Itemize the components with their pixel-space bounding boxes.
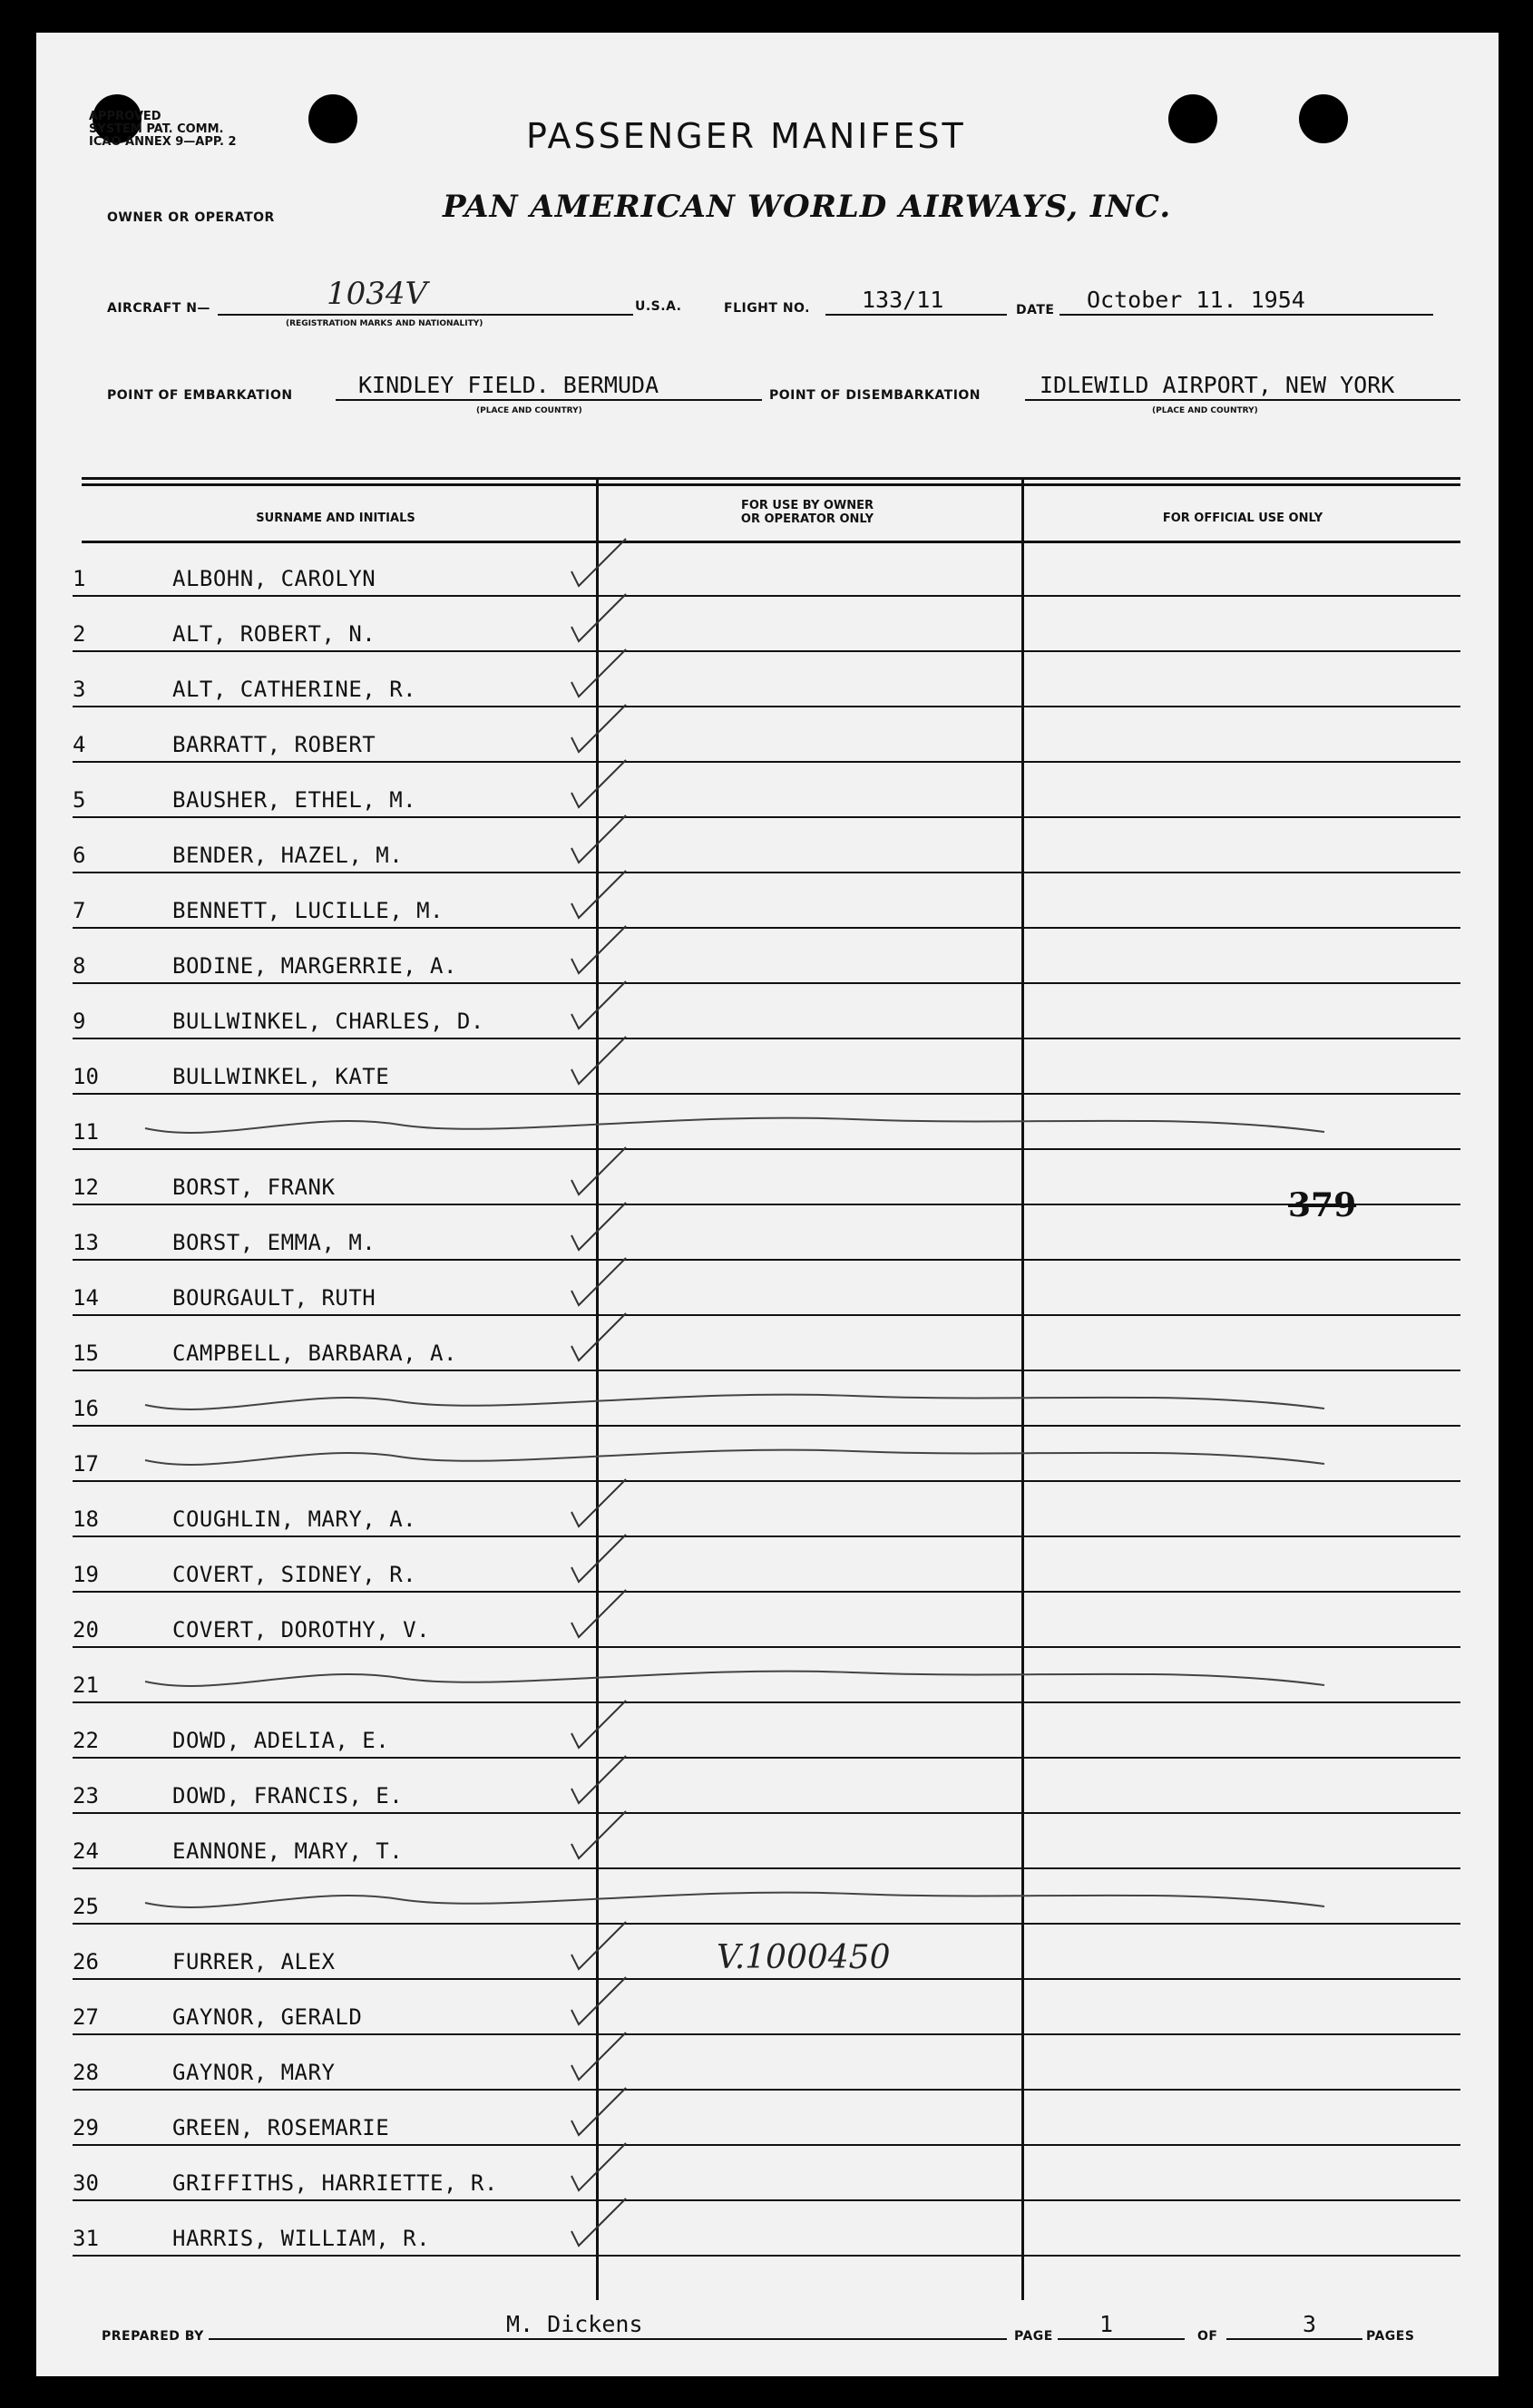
col-surname-header: SURNAME AND INITIALS <box>256 512 415 525</box>
row-number: 4 <box>73 732 86 757</box>
company-name: PAN AMERICAN WORLD AIRWAYS, INC. <box>443 189 1172 225</box>
row-number: 25 <box>73 1894 99 1919</box>
checkmark-icon <box>571 1147 626 1194</box>
row-number: 15 <box>73 1340 99 1366</box>
row-number: 23 <box>73 1783 99 1808</box>
page-value: 1 <box>1099 2311 1114 2337</box>
row-number: 11 <box>73 1119 99 1145</box>
row-number: 2 <box>73 621 86 647</box>
disembark-label: POINT OF DISEMBARKATION <box>769 388 981 403</box>
form-reference: APPROVED SYSTEM PAT. COMM. ICAO ANNEX 9—APP. 2 <box>89 110 237 149</box>
passenger-name: EANNONE, MARY, T. <box>172 1838 404 1864</box>
row-number: 30 <box>73 2170 99 2196</box>
country-label: U.S.A. <box>635 299 682 314</box>
passenger-name: BARRATT, ROBERT <box>172 732 376 757</box>
checkmark-icon <box>571 1037 626 1084</box>
passenger-name: BAUSHER, ETHEL, M. <box>172 787 417 813</box>
pages-label: PAGES <box>1366 2329 1415 2344</box>
passenger-name: GAYNOR, MARY <box>172 2060 336 2085</box>
checkmark-icon <box>571 594 626 641</box>
date-value: October 11. 1954 <box>1087 287 1305 313</box>
passenger-name: DOWD, FRANCIS, E. <box>172 1783 404 1808</box>
row-number: 31 <box>73 2226 99 2251</box>
passenger-name: ALT, ROBERT, N. <box>172 621 376 647</box>
manifest-sheet <box>36 33 1499 2376</box>
passenger-name: DOWD, ADELIA, E. <box>172 1728 390 1753</box>
of-underline <box>1226 2338 1362 2340</box>
col-owner-header: FOR USE BY OWNER OR OPERATOR ONLY <box>740 499 874 526</box>
checkmark-icon <box>571 2033 626 2080</box>
prepared-value: M. Dickens <box>506 2311 643 2337</box>
row-number: 10 <box>73 1064 99 1089</box>
embark-label: POINT OF EMBARKATION <box>107 388 293 403</box>
disembark-value: IDLEWILD AIRPORT, NEW YORK <box>1040 372 1395 398</box>
col-official-header: FOR OFFICIAL USE ONLY <box>1162 512 1323 525</box>
passenger-name: ALBOHN, CAROLYN <box>172 566 376 591</box>
passenger-name: BOURGAULT, RUTH <box>172 1285 376 1311</box>
prepared-underline <box>209 2338 1007 2340</box>
checkmark-icon <box>571 981 626 1029</box>
checkmark-icon <box>571 926 626 973</box>
passenger-name: CAMPBELL, BARBARA, A. <box>172 1340 457 1366</box>
checkmark-icon <box>571 1258 626 1305</box>
checkmark-icon <box>571 1313 626 1360</box>
checkmark-icon <box>571 1479 626 1526</box>
aircraft-label: AIRCRAFT N— <box>107 301 210 316</box>
passenger-name: BULLWINKEL, KATE <box>172 1064 390 1089</box>
row-number: 28 <box>73 2060 99 2085</box>
strike-line <box>145 1672 1324 1686</box>
owner-label: OWNER OR OPERATOR <box>107 210 275 225</box>
official-note: 379 <box>1288 1186 1357 1224</box>
row-number: 20 <box>73 1617 99 1643</box>
passenger-name: BORST, EMMA, M. <box>172 1230 376 1255</box>
checkmark-icon <box>571 649 626 697</box>
row-number: 21 <box>73 1672 99 1698</box>
passenger-name: GREEN, ROSEMARIE <box>172 2115 390 2140</box>
page-underline <box>1058 2338 1185 2340</box>
passenger-name: BORST, FRANK <box>172 1175 336 1200</box>
checkmark-icon <box>571 1977 626 2024</box>
strike-line <box>145 1395 1324 1409</box>
passenger-name: GRIFFITHS, HARRIETTE, R. <box>172 2170 498 2196</box>
strike-line <box>145 1450 1324 1465</box>
row-number: 29 <box>73 2115 99 2140</box>
row-number: 9 <box>73 1009 86 1034</box>
passenger-name: GAYNOR, GERALD <box>172 2004 363 2030</box>
row-number: 17 <box>73 1451 99 1477</box>
checkmark-icon <box>571 815 626 863</box>
row-number: 13 <box>73 1230 99 1255</box>
checkmark-icon <box>571 1701 626 1748</box>
prepared-label: PREPARED BY <box>102 2329 204 2344</box>
date-label: DATE <box>1016 303 1055 317</box>
row-number: 7 <box>73 898 86 923</box>
owner-note: V.1000450 <box>717 1939 891 1976</box>
checkmark-icon <box>571 539 626 586</box>
disembark-caption: (PLACE AND COUNTRY) <box>1152 406 1258 415</box>
row-number: 12 <box>73 1175 99 1200</box>
passenger-name: BENNETT, LUCILLE, M. <box>172 898 444 923</box>
checkmark-icon <box>571 1811 626 1858</box>
row-number: 27 <box>73 2004 99 2030</box>
checkmark-icon <box>571 2088 626 2135</box>
row-number: 1 <box>73 566 86 591</box>
row-number: 16 <box>73 1396 99 1421</box>
row-number: 22 <box>73 1728 99 1753</box>
checkmark-icon <box>571 705 626 752</box>
of-value: 3 <box>1303 2311 1317 2337</box>
checkmark-icon <box>571 1590 626 1637</box>
embark-value: KINDLEY FIELD. BERMUDA <box>358 372 659 398</box>
checkmark-icon <box>571 2143 626 2190</box>
row-number: 14 <box>73 1285 99 1311</box>
checkmark-icon <box>571 1203 626 1250</box>
of-label: OF <box>1197 2329 1218 2344</box>
passenger-name: BULLWINKEL, CHARLES, D. <box>172 1009 484 1034</box>
checkmark-icon <box>571 1756 626 1803</box>
row-number: 18 <box>73 1506 99 1532</box>
aircraft-value: 1034V <box>327 276 428 312</box>
passenger-name: ALT, CATHERINE, R. <box>172 677 417 702</box>
passenger-name: HARRIS, WILLIAM, R. <box>172 2226 431 2251</box>
handwritten-marks <box>36 33 1499 2376</box>
row-number: 3 <box>73 677 86 702</box>
passenger-name: FURRER, ALEX <box>172 1949 336 1974</box>
strike-line <box>145 1893 1324 1907</box>
aircraft-caption: (REGISTRATION MARKS AND NATIONALITY) <box>286 319 483 328</box>
row-number: 19 <box>73 1562 99 1587</box>
row-number: 5 <box>73 787 86 813</box>
row-number: 6 <box>73 843 86 868</box>
passenger-name: COVERT, SIDNEY, R. <box>172 1562 417 1587</box>
checkmark-icon <box>571 2198 626 2246</box>
embark-caption: (PLACE AND COUNTRY) <box>476 406 582 415</box>
checkmark-icon <box>571 760 626 807</box>
checkmark-icon <box>571 1922 626 1969</box>
page-label: PAGE <box>1014 2329 1053 2344</box>
passenger-name: BODINE, MARGERRIE, A. <box>172 953 457 979</box>
flight-value: 133/11 <box>862 287 944 313</box>
row-number: 26 <box>73 1949 99 1974</box>
page-title: PASSENGER MANIFEST <box>526 116 966 156</box>
row-number: 8 <box>73 953 86 979</box>
strike-line <box>145 1118 1324 1133</box>
passenger-name: BENDER, HAZEL, M. <box>172 843 404 868</box>
row-number: 24 <box>73 1838 99 1864</box>
checkmark-icon <box>571 1535 626 1582</box>
passenger-name: COUGHLIN, MARY, A. <box>172 1506 417 1532</box>
checkmark-icon <box>571 871 626 918</box>
flight-label: FLIGHT NO. <box>724 301 810 316</box>
passenger-name: COVERT, DOROTHY, V. <box>172 1617 431 1643</box>
